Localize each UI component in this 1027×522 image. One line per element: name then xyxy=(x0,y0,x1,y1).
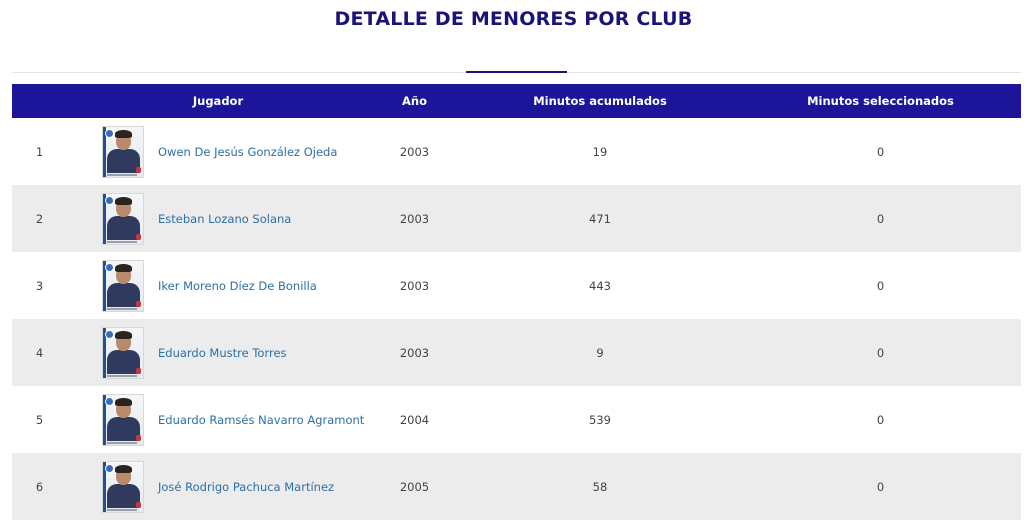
title-divider-accent xyxy=(466,71,567,73)
table-header-row xyxy=(12,84,1021,118)
row-index: 4 xyxy=(35,345,44,360)
row-minutes-accumulated: 9 xyxy=(596,345,604,360)
player-name-link[interactable]: Iker Moreno Díez De Bonilla xyxy=(158,278,317,293)
row-index: 5 xyxy=(35,412,44,427)
row-year: 2003 xyxy=(399,345,430,360)
row-year: 2003 xyxy=(399,278,430,293)
player-cell xyxy=(67,185,369,252)
row-minutes-accumulated: 58 xyxy=(592,479,608,494)
row-year: 2005 xyxy=(399,479,430,494)
player-name-link[interactable]: José Rodrigo Pachuca Martínez xyxy=(158,479,335,494)
row-minutes-selected: 0 xyxy=(876,479,885,494)
row-year: 2003 xyxy=(399,144,430,159)
table-row xyxy=(12,118,1021,185)
player-photo[interactable] xyxy=(102,193,144,245)
player-cell xyxy=(67,386,369,453)
row-minutes-accumulated: 443 xyxy=(589,278,611,293)
player-cell xyxy=(67,118,369,185)
row-minutes-selected: 0 xyxy=(876,345,885,360)
column-header-anio[interactable]: Año xyxy=(402,94,427,108)
table-row xyxy=(12,252,1021,319)
row-year: 2003 xyxy=(399,211,430,226)
player-name-link[interactable]: Owen De Jesús González Ojeda xyxy=(158,144,338,159)
player-name-link[interactable]: Eduardo Ramsés Navarro Agramont xyxy=(158,412,365,427)
player-cell xyxy=(67,319,369,386)
table-row xyxy=(12,386,1021,453)
player-photo[interactable] xyxy=(102,461,144,513)
row-year: 2004 xyxy=(399,412,430,427)
player-name-link[interactable]: Eduardo Mustre Torres xyxy=(158,345,287,360)
player-name-link[interactable]: Esteban Lozano Solana xyxy=(158,211,292,226)
table-row xyxy=(12,319,1021,386)
column-header-index xyxy=(12,84,67,118)
minors-table-container xyxy=(12,84,1021,520)
row-index: 6 xyxy=(35,479,44,494)
table-row xyxy=(12,453,1021,520)
player-photo[interactable] xyxy=(102,394,144,446)
row-minutes-accumulated: 19 xyxy=(592,144,608,159)
minors-table xyxy=(12,84,1021,520)
row-minutes-selected: 0 xyxy=(876,211,885,226)
player-photo[interactable] xyxy=(102,260,144,312)
page-title: DETALLE DE MENORES POR CLUB xyxy=(334,8,693,30)
row-index: 2 xyxy=(35,211,44,226)
player-cell xyxy=(67,453,369,520)
row-minutes-accumulated: 539 xyxy=(589,412,611,427)
row-minutes-selected: 0 xyxy=(876,278,885,293)
row-index: 1 xyxy=(35,144,44,159)
row-minutes-selected: 0 xyxy=(876,412,885,427)
column-header-jugador[interactable]: Jugador xyxy=(192,94,244,108)
row-index: 3 xyxy=(35,278,44,293)
column-header-minutos-acumulados[interactable]: Minutos acumulados xyxy=(533,94,667,108)
column-header-minutos-seleccionados[interactable]: Minutos seleccionados xyxy=(807,94,954,108)
table-row xyxy=(12,185,1021,252)
row-minutes-selected: 0 xyxy=(876,144,885,159)
player-cell xyxy=(67,252,369,319)
player-photo[interactable] xyxy=(102,327,144,379)
row-minutes-accumulated: 471 xyxy=(589,211,611,226)
player-photo[interactable] xyxy=(102,126,144,178)
